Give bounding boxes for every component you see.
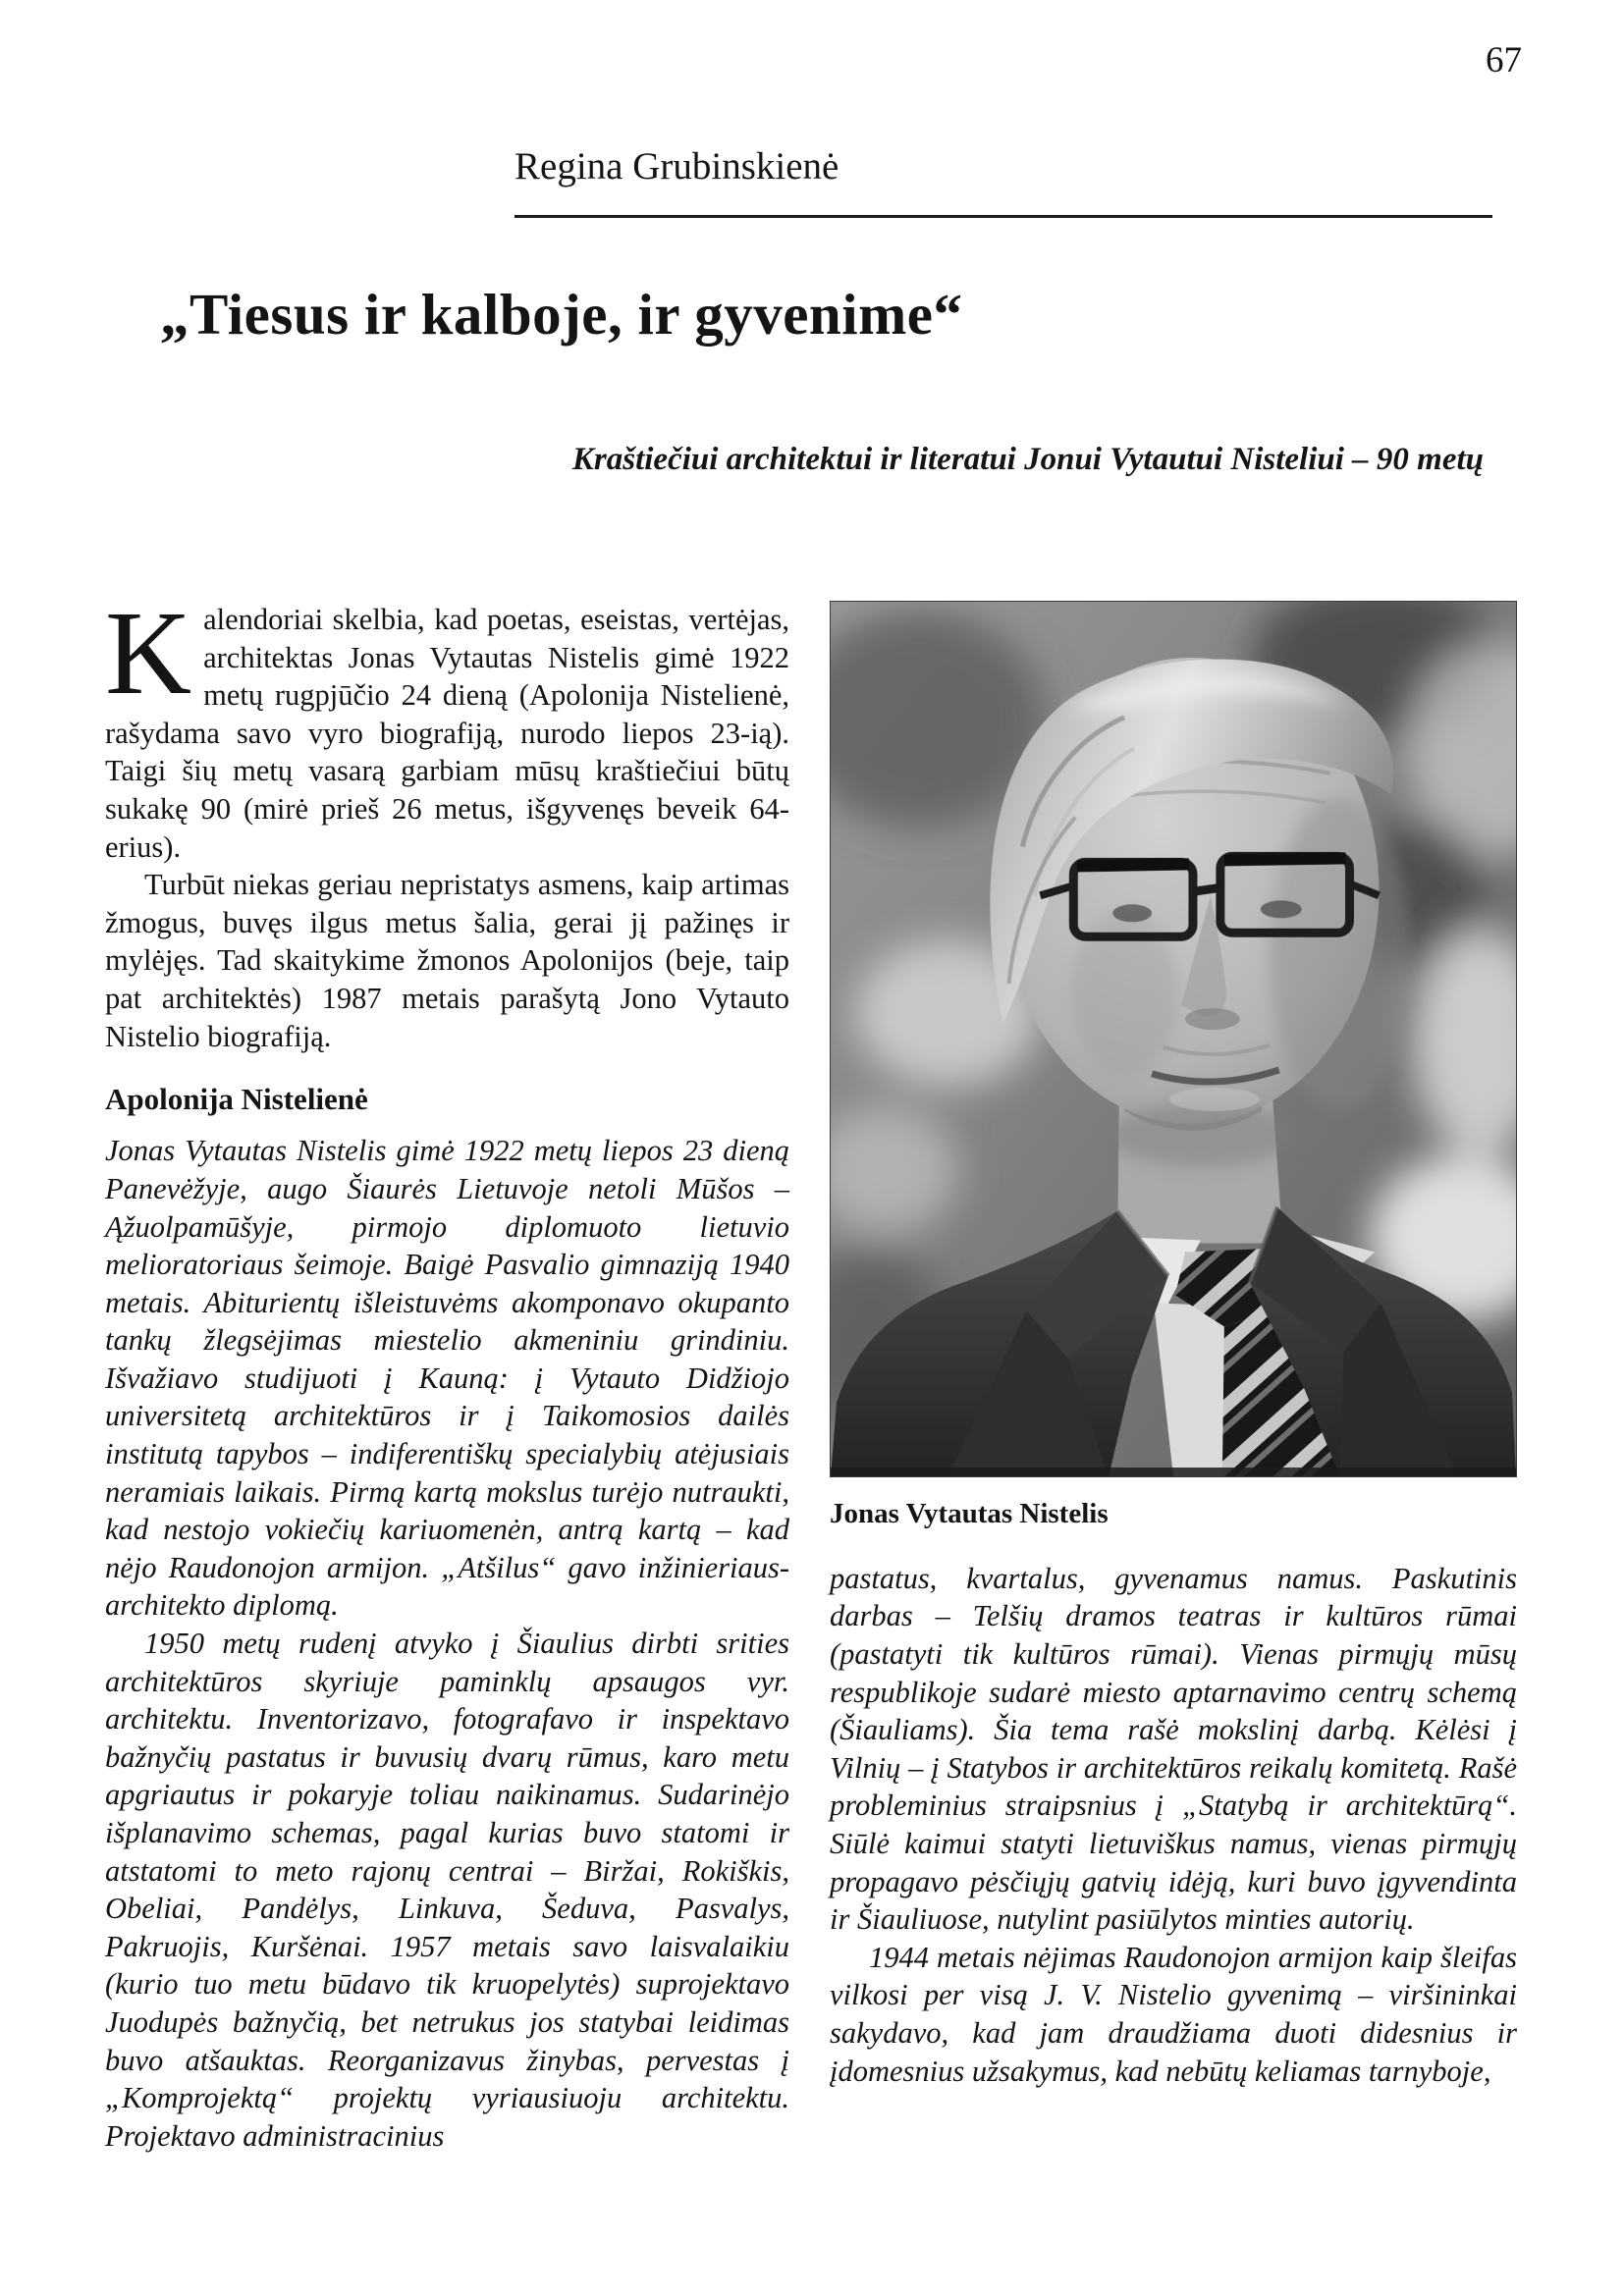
- bio-paragraph-1: Jonas Vytautas Nistelis gimė 1922 metų liepos 23 dieną Panevėžyje, augo Šiaurės Lietuvoje netoli Mūšos – Ąžuolpamūšyje, pirmojo diplomuoto lietuvio melioratoriaus šeimoje. Baigė Pasvalio gimnaziją 1940 metais. Abiturientų išleistuvėms akomponavo okupanto tankų žlegsėjimas miestelio akmeniniu grindiniu. Išvažiavo studijuoti į Kauną: į Vytauto Didžiojo universitetą architektūros ir į Taikomosios dailės institutą tapybos – indiferentiškų specialybių atėjusiais neramiais laikais. Pirmą kartą mokslus turėjo nutraukti, kad nestojo vokiečių kariuomenėn, antrą kartą – kad nėjo Raudonojon armijon. „Atšilus“ gavo inžinieriaus-architekto diplomą.: [105, 1134, 789, 1623]
- right-column: [830, 601, 1517, 2090]
- section-heading: Apolonija Nistelienė: [105, 1082, 368, 1117]
- article-subtitle: Kraštiečiui architektui ir literatui Jonui Vytautui Nisteliui – 90 metų: [571, 442, 1484, 477]
- author-name: Regina Grubinskienė: [514, 145, 1492, 218]
- page-number: 67: [1486, 40, 1522, 80]
- bio-paragraph-4: 1944 metais nėjimas Raudonojon armijon kaip šleifas vilkosi per visą J. V. Nistelio gyvenimą – viršininkai sakydavo, kad jam draudžiama duoti didesnius ir įdomesnius užsakymus, kad nebūtų keliamas tarnyboje,: [830, 1940, 1517, 2088]
- lede-paragraph: [105, 587, 789, 866]
- drop-cap: K: [105, 587, 192, 720]
- portrait-photo: [830, 601, 1517, 1477]
- bio-paragraph-2: 1950 metų rudenį atvyko į Šiaulius dirbti srities architektūros skyriuje paminklų apsaugos vyr. architektu. Inventorizavo, fotografavo ir inspektavo bažnyčių pastatus ir buvusių dvarų rūmus, karo metu apgriautus ir pokaryje toliau naikinamus. Sudarinėjo išplanavimo schemas, pagal kurias buvo statomi ir atstatomi to meto rajonų centrai – Biržai, Rokiškis, Obeliai, Pandėlys, Linkuva, Šeduva, Pasvalys, Pakruojis, Kuršėnai. 1957 metais savo laisvalaikiu (kurio tuo metu būdavo tik kruopelytės) suprojektavo Juodupės bažnyčią, bet netrukus jos statybai leidimas buvo atšauktas. Reorganizavus žinybas, pervestas į „Komprojektą“ projektų vyriausiuoju architektu. Projektavo administracinius: [105, 1627, 789, 2153]
- paragraph: Turbūt niekas geriau nepristatys asmens, kaip artimas žmogus, buvęs ilgus metus šalia, gerai jį pažinęs ir mylėjęs. Tad skaitykime žmonos Apolonijos (beje, taip pat architektės) 1987 metais parašytą Jono Vytauto Nistelio biografiją.: [105, 868, 789, 1053]
- lede-paragraph-text: alendoriai skelbia, kad poetas, eseistas, vertėjas, architektas Jonas Vytautas Nistelis gimė 1922 metų rugpjūčio 24 dieną (Apolonija Nistelienė, rašydama savo vyro biografiją, nurodo liepos 23-ią). Taigi šių metų vasarą garbiam mūsų kraštiečiui būtų sukakę 90 (mirė prieš 26 metus, išgyvenęs beveik 64-erius).: [105, 603, 789, 864]
- page-title: „Tiesus ir kalboje, ir gyvenime“: [160, 282, 963, 347]
- photo-caption: Jonas Vytautas Nistelis: [830, 1498, 1109, 1529]
- left-column: [105, 587, 789, 2155]
- bio-paragraph-3: pastatus, kvartalus, gyvenamus namus. Paskutinis darbas – Telšių dramos teatras ir kultūros rūmai (pastatyti tik kultūros rūmai). Vienas pirmųjų mūsų respublikoje sudarė miesto aptarnavimo centrų schemą (Šiauliams). Šia tema rašė mokslinį darbą. Kėlėsi į Vilnių – į Statybos ir architektūros reikalų komitetą. Rašė probleminius straipsnius į „Statybą ir architektūrą“. Siūlė kaimui statyti lietuviškus namus, vienas pirmųjų propagavo pėsčiųjų gatvių idėją, kuri buvo įgyvendinta ir Šiauliuose, nutylint pasiūlytos minties autorių.: [830, 1561, 1517, 1937]
